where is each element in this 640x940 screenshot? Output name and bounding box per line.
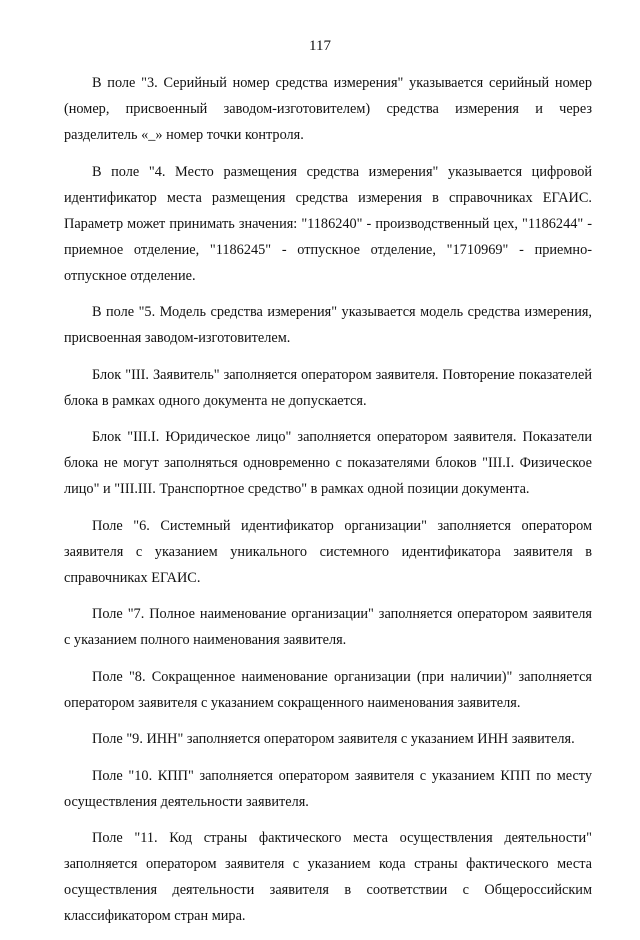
paragraph-block-3: Блок "III. Заявитель" заполняется оператором заявителя. Повторение показателей блока в рамках одного документа не допускается. [64,366,592,409]
paragraph-block-3-1: Блок "III.I. Юридическое лицо" заполняется оператором заявителя. Показатели блока не могут заполняться одновременно с показателями блоков "III.I. Физическое лицо" и "III.III. Транспортное средство" в рамках одной позиции документа. [64,429,592,497]
page-number: 117 [309,38,331,54]
paragraph-field-7: Поле "7. Полное наименование организации" заполняется оператором заявителя с указанием полного наименования заявителя. [64,606,592,648]
paragraph-field-3: В поле "3. Серийный номер средства измерения" указывается серийный номер (номер, присвоенный заводом-изготовителем) средства измерения и через разделитель «_» номер точки контроля. [64,75,592,143]
paragraph-field-9: Поле "9. ИНН" заполняется оператором заявителя с указанием ИНН заявителя. [92,731,575,747]
document-body [64,70,592,940]
paragraph-field-8: Поле "8. Сокращенное наименование организации (при наличии)" заполняется оператором заявителя с указанием сокращенного наименования заявителя. [64,668,592,711]
paragraph-field-10: Поле "10. КПП" заполняется оператором заявителя с указанием КПП по месту осуществления деятельности заявителя. [64,767,592,810]
paragraph-field-11: Поле "11. Код страны фактического места осуществления деятельности" заполняется оператором заявителя с указанием кода страны фактического места осуществления деятельности заявителя в соответствии с Общероссийским классификатором стран мира. [64,830,592,924]
paragraph-field-5: В поле "5. Модель средства измерения" указывается модель средства измерения, присвоенная заводом-изготовителем. [64,304,592,346]
paragraph-field-4: В поле "4. Место размещения средства измерения" указывается цифровой идентификатор места размещения средства измерения в справочниках ЕГАИС. Параметр может принимать значения: "1186240" - производственный цех, "1186244" - приемное отделение, "1186245" - отпускное отделение, "1710969" - приемно-отпускное отделение. [64,163,592,284]
paragraph-field-6: Поле "6. Системный идентификатор организации" заполняется оператором заявителя с указанием уникального системного идентификатора заявителя в справочниках ЕГАИС. [64,517,592,586]
